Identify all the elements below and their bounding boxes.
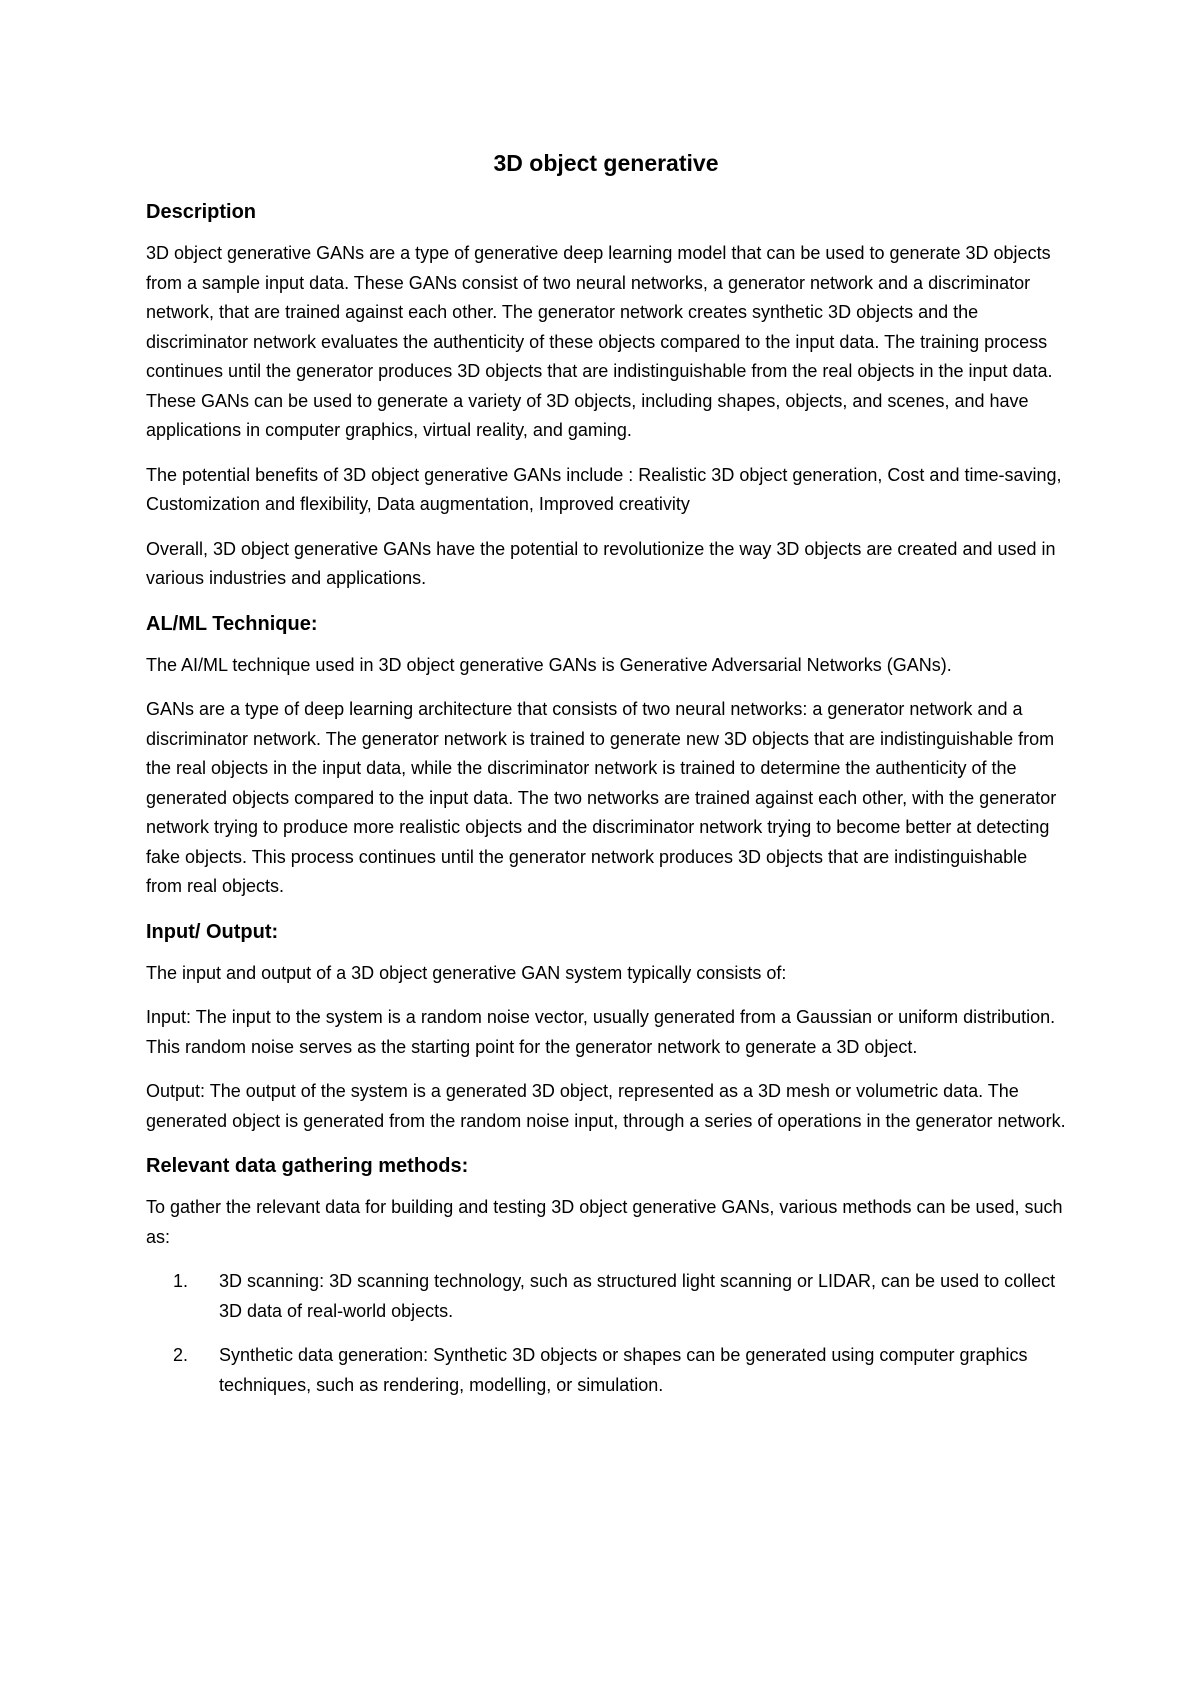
data-gathering-intro: To gather the relevant data for building and testing 3D object generative GANs, various methods can be used, such as: bbox=[146, 1197, 1063, 1247]
list-item bbox=[146, 1341, 1066, 1400]
benefits-paragraph: The potential benefits of 3D object generative GANs include : Realistic 3D object generation, Cost and time-saving, Customization and flexibility, Data augmentation, Improved creativity bbox=[146, 464, 1062, 514]
input-paragraph: Input: The input to the system is a random noise vector, usually generated from a Gaussian or uniform distribution. This random noise serves as the starting point for the generator network to generate a 3D object. bbox=[146, 1007, 1056, 1057]
io-intro-paragraph: The input and output of a 3D object generative GAN system typically consists of: bbox=[146, 962, 787, 983]
list-item bbox=[146, 1267, 1066, 1326]
list-item-number: 1. bbox=[173, 1271, 189, 1291]
gans-paragraph: GANs are a type of deep learning architecture that consists of two neural networks: a generator network and a discriminator network. The generator network is trained to generate new 3D objects that are indistinguishable from the real objects in the input data, while the discriminator network is trained to determine the authenticity of the generated objects compared to the input data. The two networks are trained against each other, with the generator network trying to produce more realistic objects and the discriminator network trying to become better at detecting fake objects. This process continues until the generator network produces 3D objects that are indistinguishable from real objects. bbox=[146, 699, 1057, 896]
data-gathering-heading: Relevant data gathering methods: bbox=[146, 1155, 469, 1177]
technique-paragraph: The AI/ML technique used in 3D object generative GANs is Generative Adversarial Networks (GANs). bbox=[146, 654, 952, 675]
description-heading: Description bbox=[146, 201, 257, 223]
list-item-number: 2. bbox=[173, 1345, 189, 1365]
list-item-text: Synthetic data generation: Synthetic 3D objects or shapes can be generated using computer graphics techniques, such as rendering, modelling, or simulation. bbox=[219, 1345, 1028, 1395]
document-title: 3D object generative bbox=[493, 150, 719, 176]
list-item-text: 3D scanning: 3D scanning technology, such as structured light scanning or LIDAR, can be used to collect 3D data of real-world objects. bbox=[219, 1271, 1056, 1321]
document-body bbox=[146, 146, 1066, 1415]
overall-paragraph: Overall, 3D object generative GANs have the potential to revolutionize the way 3D objects are created and used in various industries and applications. bbox=[146, 538, 1056, 588]
io-heading: Input/ Output: bbox=[146, 920, 279, 943]
data-gathering-list bbox=[146, 1267, 1066, 1400]
output-paragraph: Output: The output of the system is a generated 3D object, represented as a 3D mesh or volumetric data. The generated object is generated from the random noise input, through a series of operations in the generator network. bbox=[146, 1081, 1066, 1131]
technique-heading: AL/ML Technique: bbox=[146, 612, 318, 635]
description-paragraph: 3D object generative GANs are a type of generative deep learning model that can be used to generate 3D objects from a sample input data. These GANs consist of two neural networks, a generator network and a discriminator network, that are trained against each other. The generator network creates synthetic 3D objects and the discriminator network evaluates the authenticity of these objects compared to the input data. The training process continues until the generator produces 3D objects that are indistinguishable from the real objects in the input data. These GANs can be used to generate a variety of 3D objects, including shapes, objects, and scenes, and have applications in computer graphics, virtual reality, and gaming. bbox=[146, 243, 1053, 440]
